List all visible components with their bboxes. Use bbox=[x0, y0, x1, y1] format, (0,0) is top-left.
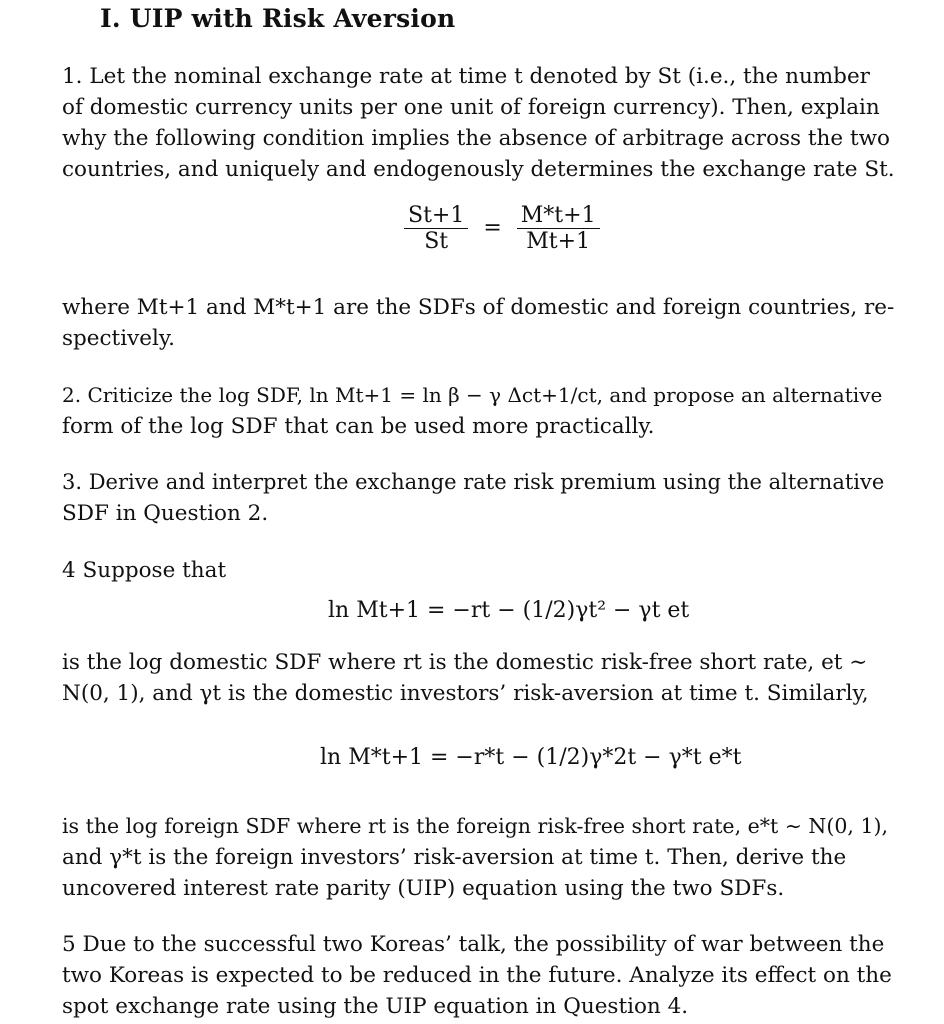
question-1-line: countries, and uniquely and endogenously determines the exchange rate St. bbox=[62, 157, 895, 182]
question-5 bbox=[62, 929, 898, 1022]
question-4-middle-line: N(0, 1), and γt is the domestic investors’ risk-aversion at time t. Similarly, bbox=[62, 681, 869, 706]
question-3-line: SDF in Question 2. bbox=[62, 501, 269, 526]
question-1-after-line: where Mt+1 and M*t+1 are the SDFs of domestic and foreign countries, re- bbox=[62, 295, 895, 320]
rhs-fraction bbox=[517, 203, 600, 254]
question-4-intro bbox=[62, 555, 898, 586]
question-5-line: 5 Due to the successful two Koreas’ talk, the possibility of war between the bbox=[62, 932, 885, 957]
question-3-line: 3. Derive and interpret the exchange rate risk premium using the alternative bbox=[62, 470, 885, 494]
question-4-middle bbox=[62, 647, 898, 709]
question-4-after-line: uncovered interest rate parity (UIP) equation using the two SDFs. bbox=[62, 876, 785, 901]
question-2-line: 2. Criticize the log SDF, ln Mt+1 = ln β − γ Δct+1/ct, and propose an alternative bbox=[62, 383, 883, 407]
question-1-followup bbox=[62, 292, 898, 354]
question-4-after bbox=[62, 811, 898, 904]
question-1-line: of domestic currency units per one unit of foreign currency). Then, explain bbox=[62, 95, 880, 120]
question-1 bbox=[62, 61, 898, 185]
question-2-line: form of the log SDF that can be used more practically. bbox=[62, 414, 655, 439]
question-5-line: spot exchange rate using the UIP equation in Question 4. bbox=[62, 994, 689, 1019]
lhs-fraction bbox=[404, 203, 468, 254]
question-1-line: why the following condition implies the absence of arbitrage across the two bbox=[62, 126, 890, 151]
rhs-denominator: Mt+1 bbox=[526, 229, 591, 254]
rhs-numerator: M*t+1 bbox=[517, 203, 600, 229]
question-4-middle-line: is the log domestic SDF where rt is the domestic risk-free short rate, et ∼ bbox=[62, 650, 868, 675]
exchange-rate-equation: $\frac{St+1}{St}$ = $\frac{M*t+1}{Mt+1}$ bbox=[404, 203, 600, 254]
question-1-after-line: spectively. bbox=[62, 326, 175, 351]
question-3 bbox=[62, 467, 898, 529]
question-2 bbox=[62, 380, 898, 442]
question-5-line: two Koreas is expected to be reduced in the future. Analyze its effect on the bbox=[62, 963, 892, 988]
domestic-sdf-equation: ln Mt+1 = −rt − (1/2)γt² − γt et bbox=[328, 598, 690, 623]
question-4-intro-line: 4 Suppose that bbox=[62, 558, 227, 583]
question-1-line: 1. Let the nominal exchange rate at time t denoted by St (i.e., the number bbox=[62, 64, 870, 89]
foreign-sdf-equation: ln M*t+1 = −r*t − (1/2)γ*2t − γ*t e*t bbox=[320, 745, 742, 770]
question-4-after-line: is the log foreign SDF where rt is the foreign risk-free short rate, e*t ∼ N(0, 1), bbox=[62, 814, 888, 838]
section-heading: I. UIP with Risk Aversion bbox=[100, 4, 456, 33]
question-4-after-line: and γ*t is the foreign investors’ risk-aversion at time t. Then, derive the bbox=[62, 845, 847, 870]
lhs-numerator: St+1 bbox=[404, 203, 468, 229]
lhs-denominator: St bbox=[424, 229, 449, 254]
